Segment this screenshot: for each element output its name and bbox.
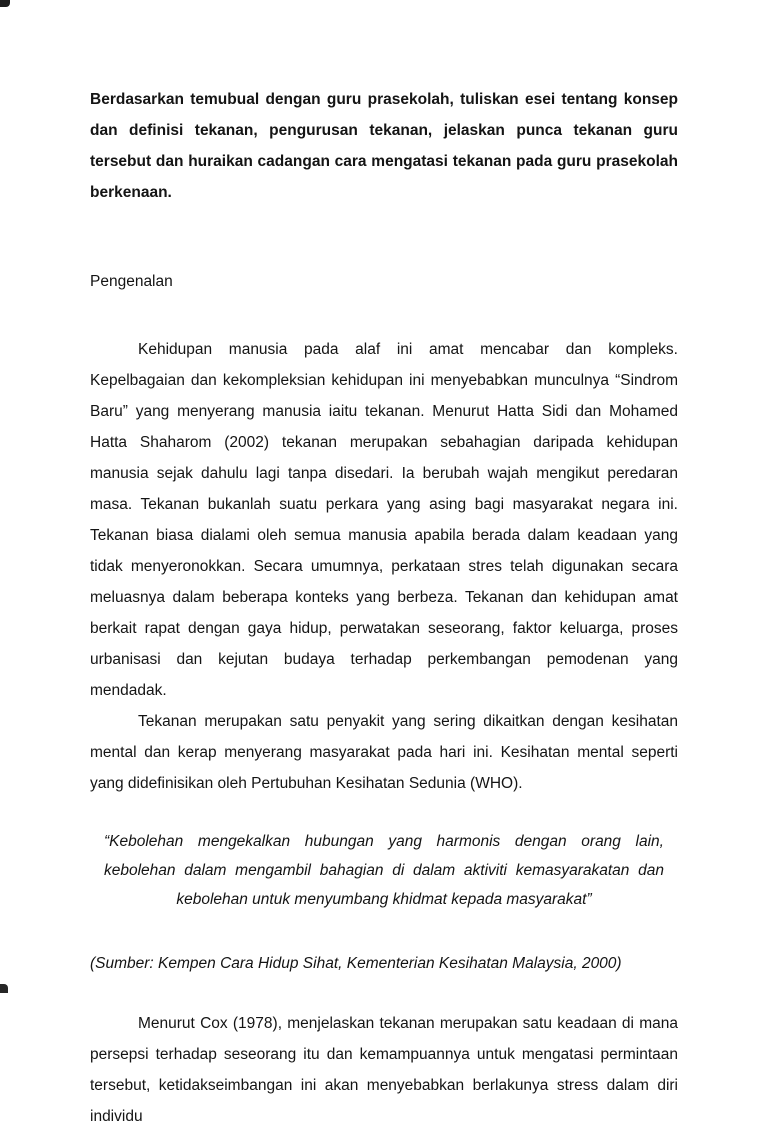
paragraph-cox-definition: Menurut Cox (1978), menjelaskan tekanan merupakan satu keadaan di mana persepsi terhadap seseorang itu dan kemampuannya untuk mengatasi permintaan tersebut, ketidakseimbangan ini akan menyebabkan berlakunya stress dalam diri individu [90, 1015, 678, 1125]
who-definition-quote: “Kebolehan mengekalkan hubungan yang harmonis dengan orang lain, kebolehan dalam mengambil bahagian di dalam aktiviti kemasyarakatan dan kebolehan untuk menyumbang khidmat kepada masyarakat” [104, 833, 664, 908]
paragraph-introduction: Kehidupan manusia pada alaf ini amat mencabar dan kompleks. Kepelbagaian dan kekompleksian kehidupan ini menyebabkan munculnya “Sindrom Baru” yang menyerang manusia iaitu tekanan. Menurut Hatta Sidi dan Mohamed Hatta Shaharom (2002) tekanan merupakan sebahagian daripada kehidupan manusia sejak dahulu lagi tanpa disedari. Ia berubah wajah mengikut peredaran masa. Tekanan bukanlah suatu perkara yang asing bagi masyarakat negara ini. Tekanan biasa dialami oleh semua manusia apabila berada dalam keadaan yang tidak menyeronokkan. Secara umumnya, perkataan stres telah digunakan secara meluasnya dalam beberapa konteks yang berbeza. Tekanan dan kehidupan amat berkait rapat dengan gaya hidup, perwatakan seseorang, faktor keluarga, proses urbanisasi dan kejutan budaya terhadap perkembangan pemodenan yang mendadak. [90, 341, 678, 699]
page-corner-artifact-top [0, 0, 10, 7]
quote-source-citation: (Sumber: Kempen Cara Hidup Sihat, Kementerian Kesihatan Malaysia, 2000) [90, 955, 622, 972]
paragraph-mental-health: Tekanan merupakan satu penyakit yang sering dikaitkan dengan kesihatan mental dan kerap menyerang masyarakat pada hari ini. Kesihatan mental seperti yang didefinisikan oleh Pertubuhan Kesihatan Sedunia (WHO). [90, 713, 678, 792]
essay-question-title: Berdasarkan temubual dengan guru prasekolah, tuliskan esei tentang konsep dan definisi tekanan, pengurusan tekanan, jelaskan punca tekanan guru tersebut dan huraikan cadangan cara mengatasi tekanan pada guru prasekolah berkenaan. [90, 91, 678, 201]
page-corner-artifact-bottom [0, 984, 8, 993]
section-heading-pengenalan: Pengenalan [90, 273, 173, 290]
